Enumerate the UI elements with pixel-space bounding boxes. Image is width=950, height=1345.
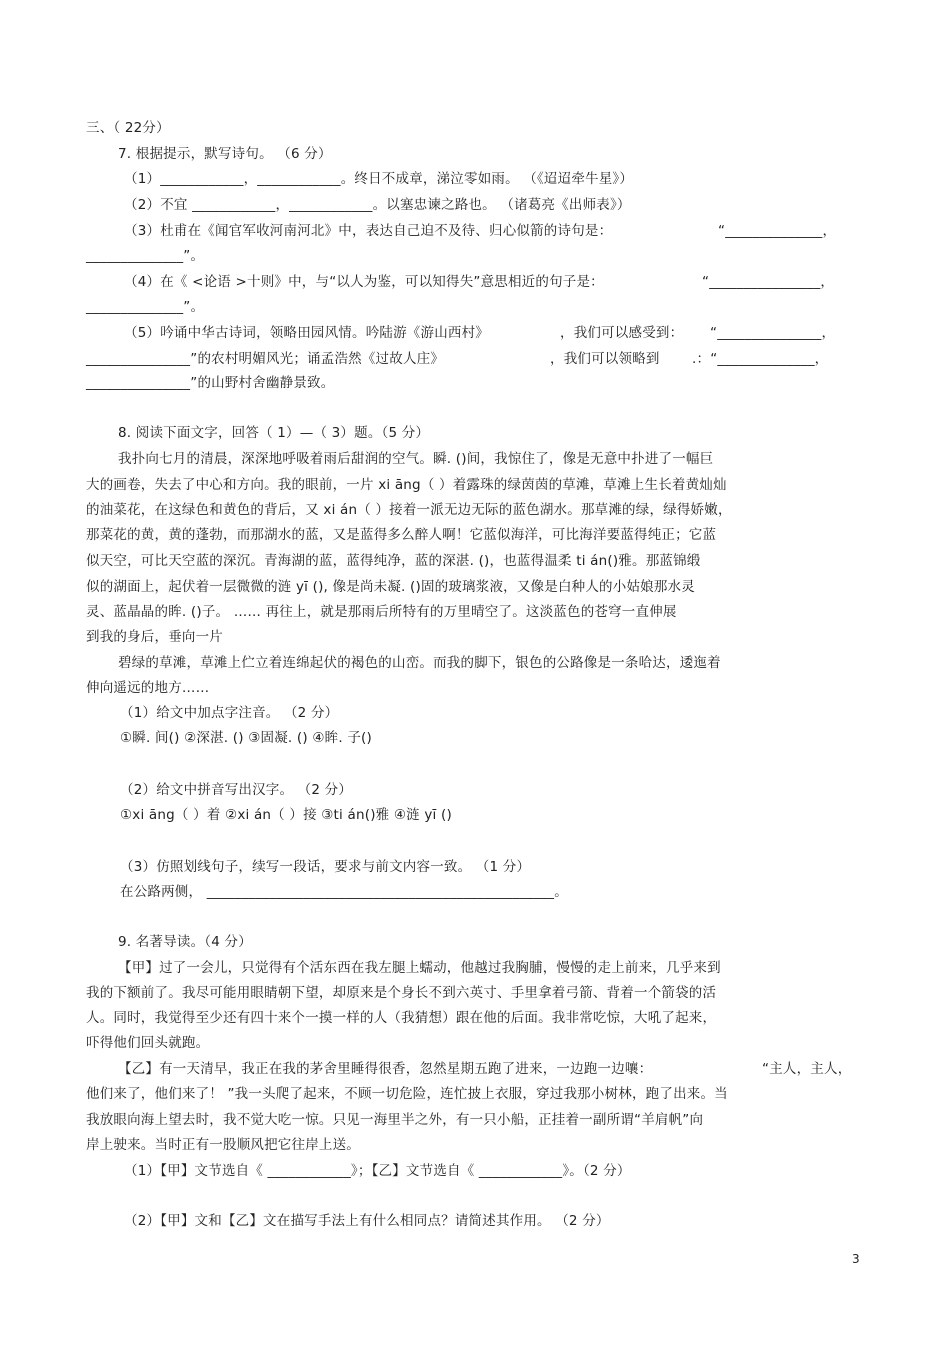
q8-passage-line: 似的湖面上，起伏着一层微微的涟 yī (), 像是尚未凝. ()固的玻璃浆液，又像是白种人的小姑娘那水灵 <box>86 579 695 595</box>
q7-line-6b: ，我们可以领略到 <box>550 351 660 367</box>
q7-line-5b: ，我们可以感受到： <box>560 325 684 341</box>
q8-sub3-answer: 在公路两侧， __________________________________________________。 <box>120 884 568 900</box>
q9-jia-line: 【甲】过了一会儿，只觉得有个活东西在我左腿上蠕动，他越过我胸脯，慢慢的走上前来，几乎来到 <box>118 960 721 976</box>
q9-title: 9. 名著导读。（4 分） <box>118 934 252 950</box>
q7-line-4b: “________________， <box>702 274 835 290</box>
section-header: 三、（ 22分） <box>86 120 170 136</box>
q7-line-5a: （5）吟诵中华古诗词，领略田园风情。吟陆游《游山西村》 <box>124 325 489 341</box>
q8-passage-line: 我扑向七月的清晨，深深地呼吸着雨后甜润的空气。瞬. ()间，我惊住了，像是无意中扑进了一幅巨 <box>118 451 714 467</box>
q7-line-3c: ______________”。 <box>86 248 205 264</box>
q8-sub3: （3）仿照划线句子，续写一段话，要求与前文内容一致。 （1 分） <box>120 859 531 875</box>
q9-yi-line: 我放眼向海上望去时，我不觉大吃一惊。只见一海里半之外，有一只小船，正挂着一副所谓“羊肩帆”向 <box>86 1112 704 1128</box>
q9-jia-line: 人。同时，我觉得至少还有四十来个一摸一样的人（我猜想）跟在他的后面。我非常吃惊，大吼了起来， <box>86 1010 717 1026</box>
q8-title: 8. 阅读下面文字，回答（ 1）—（ 3）题。（5 分） <box>118 425 430 441</box>
q7-line-4c: ______________”。 <box>86 299 205 315</box>
q8-sub1-items: ①瞬. 间() ②深湛. () ③固凝. () ④眸. 子() <box>120 730 372 746</box>
q8-sub2: （2）给文中拼音写出汉字。 （2 分） <box>120 782 353 798</box>
q7-line-3a: （3）杜甫在《闻官军收河南河北》中，表达自己迫不及待、归心似箭的诗句是： <box>124 223 613 239</box>
q7-line-1: （1）____________，____________。终日不成章，涕泣零如雨。 （《迢迢牵牛星》） <box>124 171 634 187</box>
q8-passage-line: 灵、蓝晶晶的眸. ()子。 …… 再往上，就是那雨后所特有的万里晴空了。这淡蓝色的苍穹一直伸展 <box>86 604 677 620</box>
q9-yi-line: 他们来了，他们来了！ ”我一头爬了起来，不顾一切危险，连忙披上衣服，穿过我那小树林，跑了出来。当 <box>86 1086 728 1102</box>
q9-jia-line: 吓得他们回头就跑。 <box>86 1035 210 1051</box>
q9-yi-line: 岸上驶来。当时正有一股顺风把它往岸上送。 <box>86 1137 360 1153</box>
q8-passage-line: 到我的身后，垂向一片 <box>86 629 223 645</box>
page-number: 3 <box>852 1252 860 1266</box>
q9-jia-line: 我的下额前了。我尽可能用眼睛朝下望，却原来是个身长不到六英寸、手里拿着弓箭、背着一个箭袋的活 <box>86 985 717 1001</box>
q8-passage-line: 的油菜花，在这绿色和黄色的背后，又 xi án（ ）接着一派无边无际的蓝色湖水。那草滩的绿，绿得娇嫩， <box>86 502 732 518</box>
q7-line-6c: .：“______________， <box>692 351 829 367</box>
q8-passage-line: 伸向遥远的地方…… <box>86 680 210 696</box>
q8-sub2-items: ①xi āng（ ）着 ②xi án（ ）接 ③ti án()雅 ④涟 yī () <box>120 807 452 823</box>
q9-sub1: （1）【甲】文节选自《 ____________》；【乙】文节选自《 ____________》。（2 分） <box>124 1163 631 1179</box>
q8-passage-line: 似天空，可比天空蓝的深沉。青海湖的蓝，蓝得纯净，蓝的深湛. ()，也蓝得温柔 ti án()雅。那蓝锦缎 <box>86 553 701 569</box>
q7-line-7: _______________”的山野村舍幽静景致。 <box>86 375 335 391</box>
q9-yi-line-a: 【乙】有一天清早，我正在我的茅舍里睡得很香，忽然星期五跑了进来，一边跑一边嚷： <box>118 1061 653 1077</box>
q7-line-3b: “______________， <box>718 223 837 239</box>
q7-title: 7. 根据提示，默写诗句。 （6 分） <box>118 146 332 162</box>
q8-passage-line: 大的画卷，失去了中心和方向。我的眼前，一片 xi āng（ ）着露珠的绿茵茵的草滩，草滩上生长着黄灿灿 <box>86 477 727 493</box>
q7-line-4a: （4）在《 <论语 >十则》中，与“以人为鉴，可以知得失”意思相近的句子是： <box>124 274 604 290</box>
q7-line-2: （2）不宜 ____________，____________。以塞忠谏之路也。 （诸葛亮《出师表》） <box>124 197 631 213</box>
q9-yi-line-b: “主人，主人， <box>762 1061 852 1077</box>
q8-passage-line: 那菜花的黄，黄的蓬勃，而那湖水的蓝，又是蓝得多么醉人啊！它蓝似海洋，可比海洋要蓝得纯正；它蓝 <box>86 527 717 543</box>
q8-passage-line: 碧绿的草滩，草滩上伫立着连绵起伏的褐色的山峦。而我的脚下，银色的公路像是一条哈达，逶迤着 <box>118 655 721 671</box>
q9-sub2: （2）【甲】文和【乙】文在描写手法上有什么相同点？请简述其作用。 （2 分） <box>124 1213 610 1229</box>
q7-line-5c: “_______________， <box>710 325 836 341</box>
q7-line-6a: _______________”的农村明媚风光；诵孟浩然《过故人庄》 <box>86 351 445 367</box>
q8-sub1: （1）给文中加点字注音。 （2 分） <box>120 705 339 721</box>
